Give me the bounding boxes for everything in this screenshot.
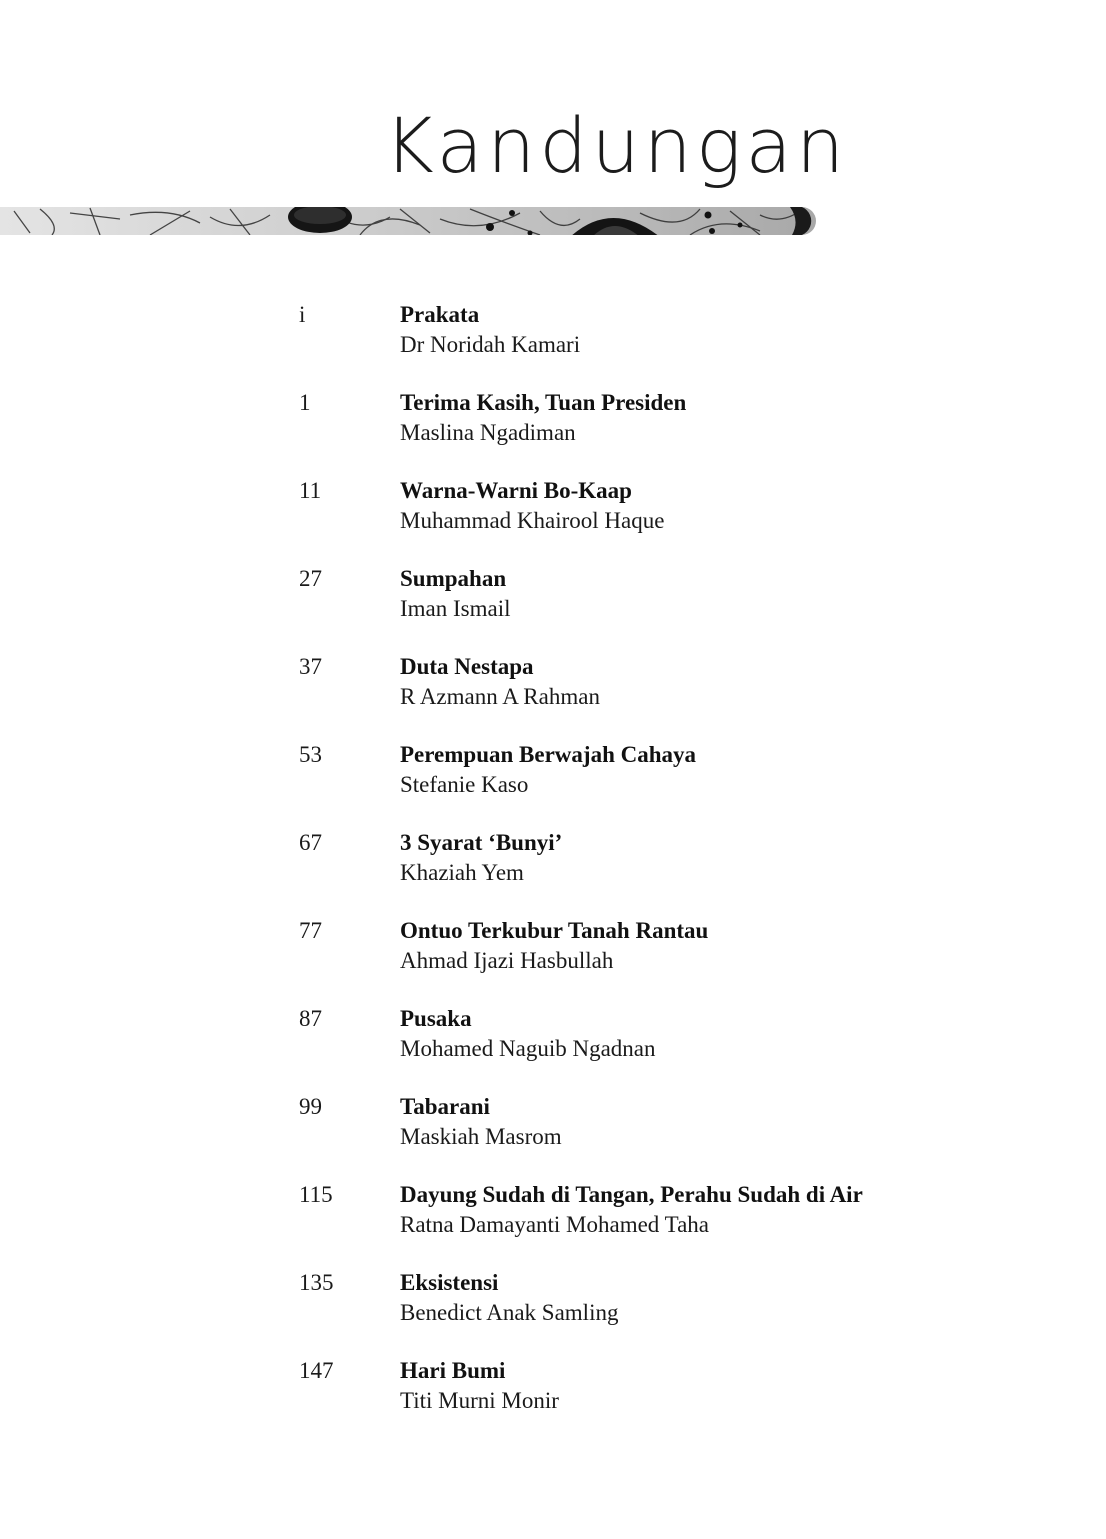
toc-author: Stefanie Kaso <box>400 772 529 797</box>
toc-entry[interactable] <box>0 1180 1106 1250</box>
toc-author: Maskiah Masrom <box>400 1124 562 1149</box>
toc-title: Sumpahan <box>400 566 507 591</box>
toc-author: Benedict Anak Samling <box>400 1300 619 1325</box>
toc-title: Pusaka <box>400 1006 472 1031</box>
toc-page-number: 53 <box>299 742 322 767</box>
toc-author: Muhammad Khairool Haque <box>400 508 665 533</box>
toc-entry[interactable] <box>0 1092 1106 1162</box>
decorative-banner <box>0 205 818 237</box>
toc-title: Terima Kasih, Tuan Presiden <box>400 390 687 415</box>
toc-entry[interactable] <box>0 740 1106 810</box>
toc-entry[interactable] <box>0 652 1106 722</box>
toc-page-number: 135 <box>299 1270 334 1295</box>
ink-sketch-strip <box>0 205 818 237</box>
toc-author: Titi Murni Monir <box>400 1388 559 1413</box>
toc-title: Hari Bumi <box>400 1358 506 1383</box>
toc-author: R Azmann A Rahman <box>400 684 600 709</box>
toc-entry[interactable] <box>0 916 1106 986</box>
toc-author: Ratna Damayanti Mohamed Taha <box>400 1212 710 1237</box>
toc-title: Prakata <box>400 302 480 327</box>
toc-entry[interactable] <box>0 1004 1106 1074</box>
toc-author: Dr Noridah Kamari <box>400 332 581 357</box>
toc-title: Dayung Sudah di Tangan, Perahu Sudah di Air <box>400 1182 863 1207</box>
page-title: Kandungan <box>384 101 849 190</box>
toc-page-number: 37 <box>299 654 322 679</box>
toc-entry[interactable] <box>0 828 1106 898</box>
toc-title: Warna-Warni Bo-Kaap <box>400 478 632 503</box>
toc-title: Tabarani <box>400 1094 490 1119</box>
toc-entry[interactable] <box>0 388 1106 458</box>
toc-author: Khaziah Yem <box>400 860 524 885</box>
toc-entry[interactable] <box>0 1356 1106 1426</box>
toc-page-number: 27 <box>299 566 322 591</box>
toc-page-number: 99 <box>299 1094 322 1119</box>
toc-entry[interactable] <box>0 564 1106 634</box>
toc-page-number: 87 <box>299 1006 322 1031</box>
toc-page-number: 67 <box>299 830 322 855</box>
toc-entry[interactable] <box>0 476 1106 546</box>
toc-author: Ahmad Ijazi Hasbullah <box>400 948 614 973</box>
toc-title: Eksistensi <box>400 1270 499 1295</box>
toc-page-number: 115 <box>299 1182 333 1207</box>
toc-entry[interactable] <box>0 1268 1106 1338</box>
toc-page-number: i <box>299 302 306 327</box>
toc-title: Duta Nestapa <box>400 654 534 679</box>
toc-page-number: 11 <box>299 478 322 503</box>
toc-author: Maslina Ngadiman <box>400 420 576 445</box>
toc-title: Perempuan Berwajah Cahaya <box>400 742 697 767</box>
toc-page-number: 1 <box>299 390 311 415</box>
toc-title: 3 Syarat ‘Bunyi’ <box>400 830 563 855</box>
toc-entry[interactable] <box>0 300 1106 370</box>
toc-author: Mohamed Naguib Ngadnan <box>400 1036 656 1061</box>
toc-page-number: 77 <box>299 918 322 943</box>
toc-title: Ontuo Terkubur Tanah Rantau <box>400 918 709 943</box>
toc-page-number: 147 <box>299 1358 334 1383</box>
toc-author: Iman Ismail <box>400 596 511 621</box>
